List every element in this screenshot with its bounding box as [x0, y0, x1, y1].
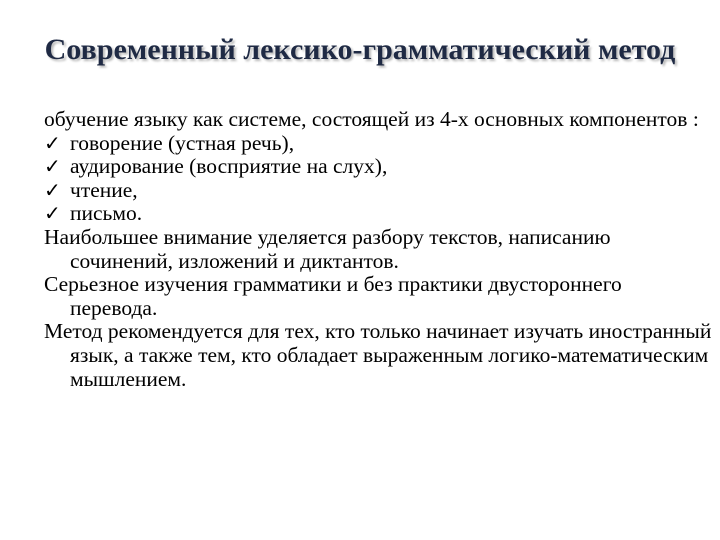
- checklist-item-listening: [44, 155, 712, 179]
- paragraph-grammar: Серьезное изучения грамматики и без практики двустороннего перевода.: [44, 272, 622, 320]
- checkmark-icon: ✓: [44, 130, 61, 155]
- component-checklist: [44, 132, 712, 226]
- slide-body: [44, 108, 712, 391]
- checklist-item-writing: [44, 202, 712, 226]
- intro-text: обучение языку как системе, состоящей из 4-х основных компонентов :: [44, 107, 699, 131]
- checkmark-icon: ✓: [44, 201, 61, 226]
- checkmark-icon: ✓: [44, 177, 61, 202]
- checklist-item-label: чтение,: [70, 177, 138, 202]
- checklist-item-label: письмо.: [70, 201, 143, 226]
- checklist-item-label: аудирование (восприятие на слух),: [70, 154, 388, 179]
- slide-title: Современный лексико-грамматический метод: [44, 33, 676, 66]
- checklist-item-reading: [44, 179, 712, 203]
- checklist-item-label: говорение (устная речь),: [70, 130, 295, 155]
- checklist-item-speaking: [44, 132, 712, 156]
- paragraph-attention: Наибольшее внимание уделяется разбору текстов, написанию сочинений, изложений и диктантов.: [44, 224, 611, 273]
- paragraph-recommendation: Метод рекомендуется для тех, кто только начинает изучать иностранный язык, а также тем, кто обладает выраженным логико-математическим мышлением.: [44, 319, 712, 391]
- checkmark-icon: ✓: [44, 154, 61, 179]
